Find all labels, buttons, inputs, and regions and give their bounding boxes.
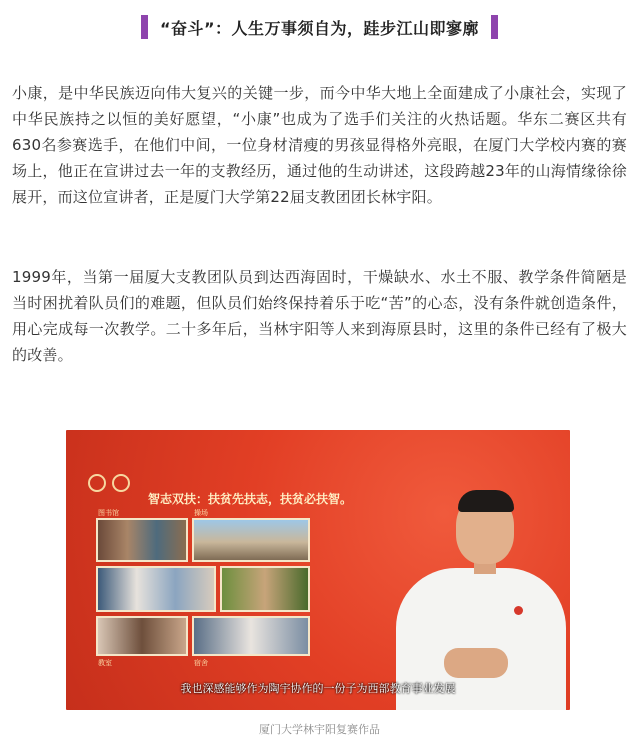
video-still-image <box>66 430 570 710</box>
section-heading <box>0 14 639 40</box>
photo-label: 图书馆 <box>98 509 119 517</box>
figure-caption: 厦门大学林宇阳复赛作品 <box>259 723 380 736</box>
emblem-icon <box>112 474 130 492</box>
playground-photo <box>192 518 310 562</box>
slide-header <box>88 468 448 506</box>
slide-photo-grid <box>96 509 376 668</box>
photo-label: 宿舍 <box>194 659 208 667</box>
article-paragraph: 小康，是中华民族迈向伟大复兴的关键一步，而今中华大地上全面建成了小康社会，实现了中华民族持之以恒的美好愿望，“小康”也成为了选手们关注的火热话题。华东二赛区共有630名参赛选手，在他们中间，一位身材清瘦的男孩显得格外亮眼，在厦门大学校内赛的赛场上，他正在宣讲过去一年的支教经历，通过他的生动讲述，这段跨越23年的山海情缘徐徐展开，而这位宣讲者，正是厦门大学第22届支教团团长林宇阳。 <box>12 84 627 206</box>
slide-title: 智志双扶：扶贫先扶志，扶贫必扶智。 <box>148 492 353 506</box>
library-photo <box>96 518 188 562</box>
photo-label: 教室 <box>98 659 112 667</box>
section-title: “奋斗”：人生万事须自为，跬步江山即寥廓 <box>159 18 480 38</box>
video-subtitle: 我也深感能够作为陶宇协作的一份子为西部教育事业发展 <box>180 682 456 695</box>
speaker-hair <box>458 490 514 512</box>
heading-left-bar <box>141 15 148 39</box>
school-logo-icon <box>88 474 106 492</box>
photo-label: 操场 <box>194 509 208 517</box>
article-paragraph: 1999年，当第一届厦大支教团队员到达西海固时，干燥缺水、水土不服、教学条件简陋是当时困扰着队员们的难题，但队员们始终保持着乐于吃“苦”的心态，没有条件就创造条件，用心完成每一次教学。二十多年后，当林宇阳等人来到海原县时，这里的条件已经有了极大的改善。 <box>12 268 627 364</box>
classroom-photo <box>96 566 216 612</box>
teaching-photo <box>192 616 310 656</box>
dormitory-photo <box>96 616 188 656</box>
speaker-hands <box>444 648 508 678</box>
badge-icon <box>514 606 523 615</box>
outdoor-photo <box>220 566 310 612</box>
heading-right-bar <box>491 15 498 39</box>
